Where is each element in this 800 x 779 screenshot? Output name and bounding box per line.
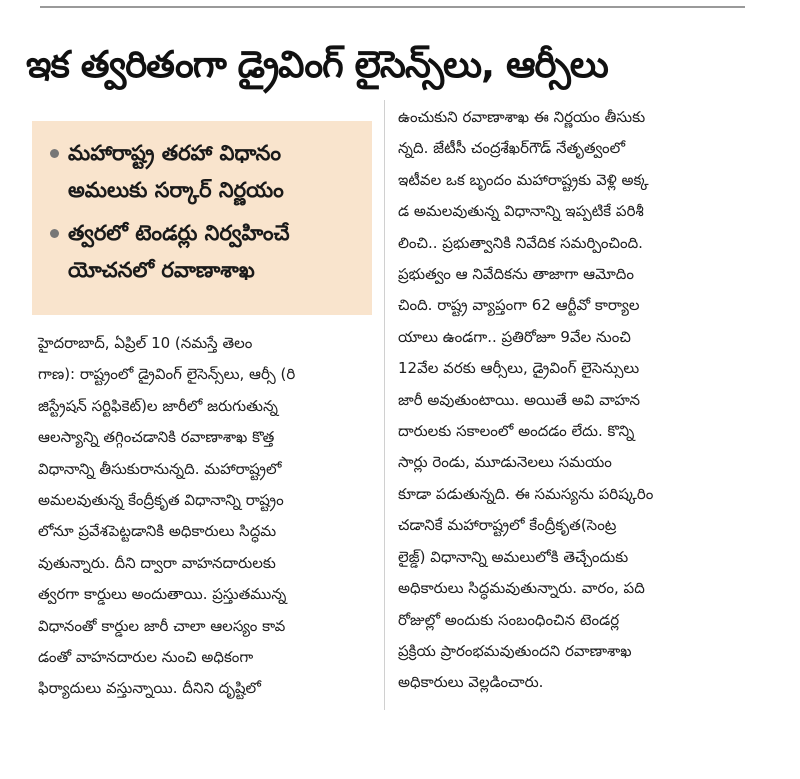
- highlight-text: మహారాష్ట్ర తరహా విధానం అమలుకు సర్కార్ నిర్ణయం: [68, 141, 284, 202]
- highlight-item: [50, 135, 358, 209]
- highlight-box: [32, 121, 372, 315]
- highlight-text: త్వరలో టెండర్లు నిర్వహించే యోచనలో రవాణాశాఖ: [68, 221, 290, 282]
- column-divider: [384, 100, 385, 710]
- body-column-right: ఉంచుకుని రవాణాశాఖ ఈ నిర్ణయం తీసుకు న్నది. జేటీసీ చంద్రశేఖర్‌గౌడ్ నేతృత్వంలో ఇటీవల ఒక బృందం మహారాష్ట్రకు వెళ్లి అక్క డ అమలవుతున్న విధానాన్ని ఇప్పటికే పరిశీ లించి.. ప్రభుత్వానికి నివేదిక సమర్పించింది. ప్రభుత్వం ఆ నివేదికను తాజాగా ఆమోదిం చింది. రాష్ట్ర వ్యాప్తంగా 62 ఆర్టీవో కార్యాల యాలు ఉండగా.. ప్రతిరోజూ 9వేల నుంచి 12వేల వరకు ఆర్సీలు, డ్రైవింగ్ లైసెన్సులు జారీ అవుతుంటాయి. అయితే అవి వాహన దారులకు సకాలంలో అందడం లేదు. కొన్ని సార్లు రెండు, మూడునెలలు సమయం కూడా పడుతున్నది. ఈ సమస్యను పరిష్కరిం చడానికే మహారాష్ట్రలో కేంద్రీకృత(సెంట్ర లైజ్డ్) విధానాన్ని అమలులోకి తెచ్చేందుకు అధికారులు సిద్ధమవుతున్నారు. వారం, పది రోజుల్లో అందుకు సంబంధించిన టెండర్ల ప్రక్రియ ప్రారంభమవుతుందని రవాణాశాఖ అధికారులు వెల్లడించారు.: [398, 108, 654, 692]
- bullet-icon: [50, 149, 59, 158]
- body-column-left: హైదరాబాద్, ఏప్రిల్ 10 (నమస్తే తెలం గాణ): రాష్ట్రంలో డ్రైవింగ్ లైసెన్స్‌లు, ఆర్సీ (రి జిస్ట్రేషన్ సర్టిఫికెట్)ల జారీలో జరుగుతున్న ఆలస్యాన్ని తగ్గించడానికి రవాణాశాఖ కొత్త విధానాన్ని తీసుకురానున్నది. మహారాష్ట్రలో అమలవుతున్న కేంద్రీకృత విధానాన్ని రాష్ట్రం లోనూ ప్రవేశపెట్టడానికి అధికారులు సిద్ధమ వుతున్నారు. దీని ద్వారా వాహనదారులకు త్వరగా కార్డులు అందుతాయి. ప్రస్తుతమున్న విధానంతో కార్డుల జారీ చాలా ఆలస్యం కావ డంతో వాహనదారుల నుంచి అధికంగా ఫిర్యాదులు వస్తున్నాయి. దీనిని దృష్టిలో: [38, 334, 296, 698]
- headline: ఇక త్వరితంగా డ్రైవింగ్ లైసెన్స్‌లు, ఆర్సీలు: [26, 43, 608, 86]
- bullet-icon: [50, 229, 59, 238]
- highlight-item: [50, 215, 358, 289]
- top-rule: [40, 6, 745, 8]
